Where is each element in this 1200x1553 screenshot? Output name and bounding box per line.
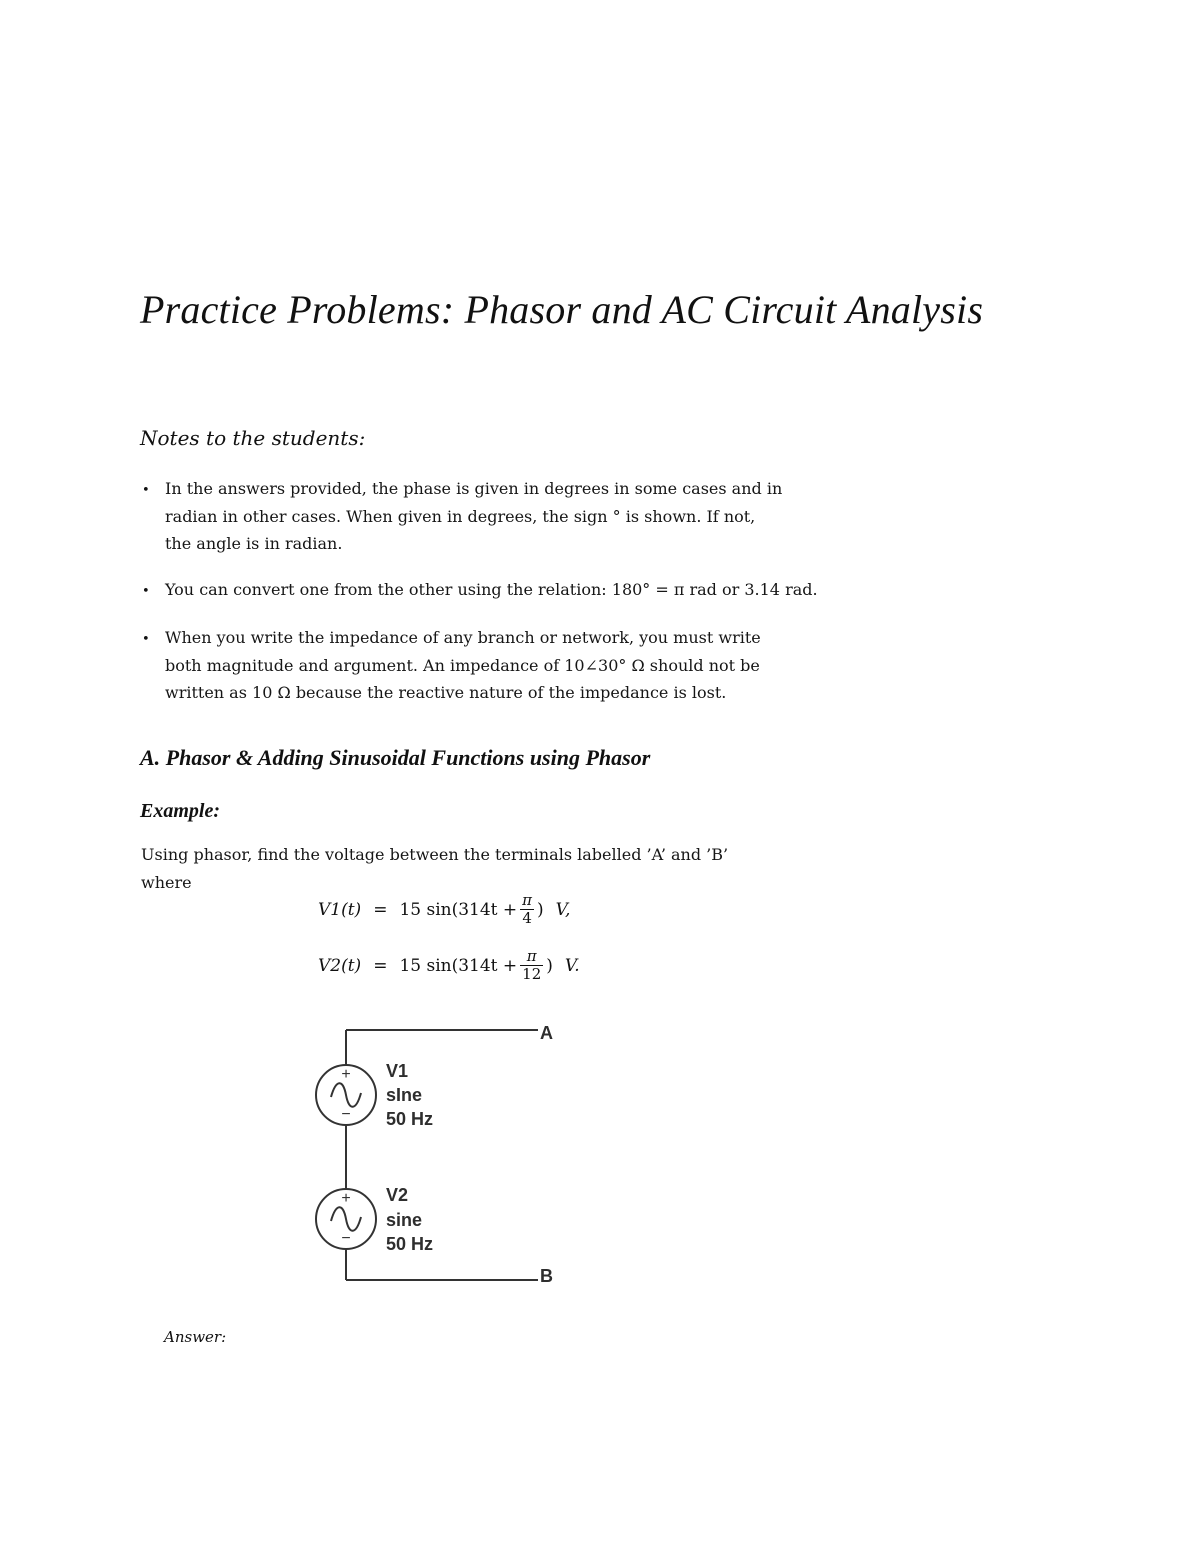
- bullet-marker: •: [142, 584, 150, 599]
- equation-lhs: V2(t): [318, 955, 362, 976]
- fraction-numerator: π: [526, 947, 537, 965]
- notes-heading: Notes to the students:: [140, 426, 366, 450]
- note-line: both magnitude and argument. An impedance of 10∠30° Ω should not be: [165, 655, 760, 675]
- problem-line: Using phasor, find the voltage between the terminals labelled ’A’ and ’B’: [141, 845, 729, 864]
- problem-statement: [141, 841, 728, 896]
- equation-close-paren: ): [546, 955, 553, 976]
- plus-sign: +: [341, 1066, 351, 1083]
- source-type: sine: [386, 1210, 423, 1230]
- note-line: radian in other cases. When given in degrees, the sign ° is shown. If not,: [165, 506, 756, 526]
- source-frequency: 50 Hz: [386, 1234, 434, 1254]
- note-item-1: [165, 475, 782, 558]
- equation-equals: =: [373, 955, 388, 976]
- note-item-2: [165, 576, 818, 604]
- equation-v2: [318, 948, 580, 983]
- equation-fraction: [520, 948, 543, 983]
- equation-expression: 15 sin(314t +: [399, 899, 518, 920]
- problem-line: where: [141, 872, 192, 892]
- source-frequency: 50 Hz: [386, 1109, 434, 1129]
- page-title: Practice Problems: Phasor and AC Circuit Analysis: [140, 287, 984, 332]
- sine-wave-icon: [331, 1083, 361, 1107]
- note-line: When you write the impedance of any branch or network, you must write: [165, 628, 761, 647]
- minus-sign: −: [341, 1106, 351, 1123]
- voltage-source-v1: [316, 1061, 433, 1129]
- equation-unit: V,: [555, 899, 571, 920]
- circuit-diagram: [300, 1015, 580, 1295]
- note-item-3: [165, 624, 761, 707]
- equation-lhs: V1(t): [318, 899, 362, 920]
- sine-wave-icon: [331, 1207, 361, 1231]
- equation-unit: V.: [564, 955, 580, 976]
- source-type: sIne: [386, 1085, 423, 1105]
- note-line: You can convert one from the other using the relation: 180° = π rad or 3.14 rad.: [165, 580, 818, 599]
- note-line: written as 10 Ω because the reactive nature of the impedance is lost.: [165, 683, 727, 702]
- source-name: V1: [386, 1061, 409, 1081]
- bullet-marker: •: [142, 483, 150, 498]
- fraction-denominator: 12: [522, 965, 542, 983]
- source-name: V2: [386, 1185, 409, 1205]
- example-label: Example:: [140, 800, 220, 822]
- equation-equals: =: [373, 899, 388, 920]
- note-line: In the answers provided, the phase is given in degrees in some cases and in: [165, 479, 783, 498]
- answer-label: Answer:: [164, 1328, 227, 1346]
- terminal-a-label: A: [540, 1023, 553, 1043]
- voltage-source-v2: [316, 1185, 433, 1254]
- fraction-denominator: 4: [522, 909, 532, 927]
- note-line: the angle is in radian.: [165, 534, 343, 553]
- plus-sign: +: [341, 1190, 351, 1207]
- equation-expression: 15 sin(314t +: [399, 955, 518, 976]
- terminal-b-label: B: [540, 1266, 553, 1286]
- equation-fraction: [520, 892, 534, 927]
- bullet-marker: •: [142, 632, 150, 647]
- equation-v1: [318, 892, 570, 927]
- minus-sign: −: [341, 1230, 351, 1247]
- section-heading: A. Phasor & Adding Sinusoidal Functions using Phasor: [140, 745, 651, 770]
- equation-close-paren: ): [537, 899, 544, 920]
- fraction-numerator: π: [522, 891, 533, 909]
